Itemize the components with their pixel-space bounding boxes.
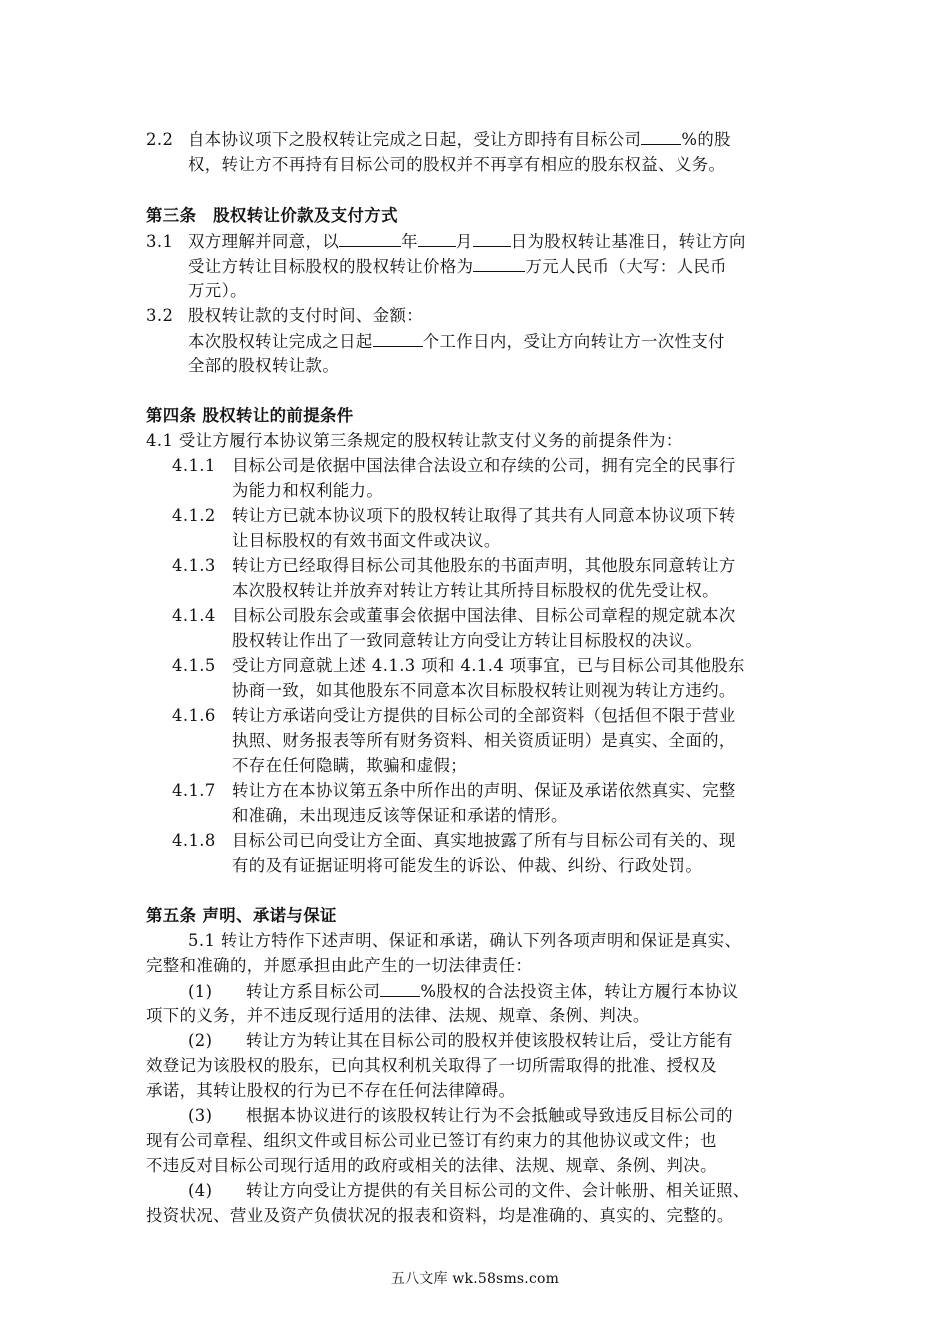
blank-line bbox=[373, 330, 423, 347]
item-number: (1) bbox=[188, 982, 213, 1001]
clause-number: 3.2 bbox=[146, 306, 174, 325]
article-3-heading: 第三条 股权转让价款及支付方式 bbox=[146, 206, 398, 225]
clause-number: 2.2 bbox=[146, 130, 174, 149]
blank-line bbox=[641, 128, 681, 145]
item-number: (2) bbox=[188, 1031, 213, 1050]
blank-line bbox=[473, 255, 525, 272]
item-number: 4.1.3 bbox=[172, 556, 216, 575]
item-number: (3) bbox=[188, 1106, 213, 1125]
item-number: 4.1.1 bbox=[172, 456, 216, 475]
item-number: 4.1.2 bbox=[172, 506, 216, 525]
item-number: 4.1.6 bbox=[172, 706, 216, 725]
blank-line bbox=[380, 980, 420, 997]
article-5-heading: 第五条 声明、承诺与保证 bbox=[146, 906, 337, 925]
page-footer: 五八文库 wk.58sms.com bbox=[390, 1271, 560, 1287]
blank-line bbox=[339, 230, 401, 247]
item-number: 4.1.5 bbox=[172, 656, 216, 675]
item-number: 4.1.7 bbox=[172, 781, 216, 800]
item-number: (4) bbox=[188, 1181, 213, 1200]
clause-number: 3.1 bbox=[146, 232, 174, 251]
blank-line bbox=[473, 230, 511, 247]
item-number: 4.1.4 bbox=[172, 606, 216, 625]
article-4-heading: 第四条 股权转让的前提条件 bbox=[146, 406, 354, 425]
blank-line bbox=[418, 230, 456, 247]
item-number: 4.1.8 bbox=[172, 831, 216, 850]
article-4-intro: 4.1 受让方履行本协议第三条规定的股权转让款支付义务的前提条件为： bbox=[146, 431, 683, 450]
